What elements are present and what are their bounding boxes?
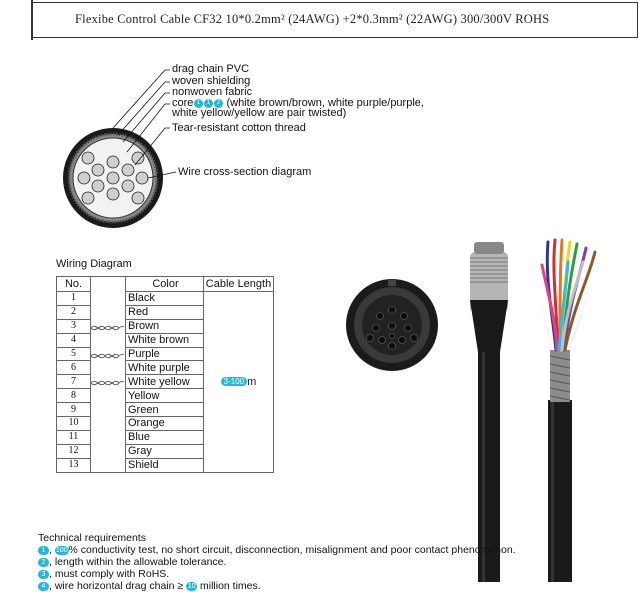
badge: 4 xyxy=(38,582,49,591)
cable-cross-section xyxy=(63,70,176,228)
tech-item-text: % conductivity test, no short circuit, disconnection, misalignment and poor contact phenomenon. xyxy=(68,544,516,556)
row-number: 12 xyxy=(57,444,91,458)
tech-item-1: 1 , 100% conductivity test, no short circuit, disconnection, misalignment and poor contact phenomenon. xyxy=(38,544,516,556)
row-number: 8 xyxy=(57,389,91,403)
row-color: Shield xyxy=(126,458,204,472)
open-cable xyxy=(540,240,595,582)
callout-thread: Tear-resistant cotton thread xyxy=(172,122,306,134)
tech-item-2 xyxy=(38,556,516,568)
connector-cable xyxy=(470,242,508,582)
badge: 2 xyxy=(38,558,49,567)
header-length: Cable Length xyxy=(204,277,274,292)
tech-item-text: , must comply with RoHS. xyxy=(49,568,170,580)
callout-shielding: woven shielding xyxy=(172,75,251,87)
length-badge: 3-100 xyxy=(221,377,247,386)
core-conductors xyxy=(78,152,148,204)
core-badge-3: 2 xyxy=(214,99,223,108)
table-row xyxy=(57,292,274,306)
row-color: Purple xyxy=(126,347,204,361)
row-color: Yellow xyxy=(126,389,204,403)
tech-item-text: , wire horizontal drag chain ≥ xyxy=(49,580,187,592)
row-color: Brown xyxy=(126,319,204,333)
row-color: Black xyxy=(126,292,204,306)
tech-item-text2: million times. xyxy=(197,580,261,592)
row-color: Blue xyxy=(126,430,204,444)
row-number: 5 xyxy=(57,347,91,361)
row-number: 9 xyxy=(57,403,91,417)
callout-fabric: nonwoven fabric xyxy=(172,86,253,98)
row-number: 1 xyxy=(57,292,91,306)
row-number: 2 xyxy=(57,305,91,319)
page-title: Flexibe Control Cable CF32 10*0.2mm² (24AWG) +2*0.3mm² (22AWG) 300/300V ROHS xyxy=(75,12,550,26)
row-number: 6 xyxy=(57,361,91,375)
row-number: 13 xyxy=(57,458,91,472)
wiring-header-row xyxy=(57,277,274,292)
row-number: 3 xyxy=(57,319,91,333)
callout-pvc: drag chain PVC xyxy=(172,63,250,75)
header-no: No. xyxy=(57,277,91,292)
core-suffix: (white brown/brown, white purple/purple, xyxy=(223,97,424,109)
row-color: Gray xyxy=(126,444,204,458)
row-color: Red xyxy=(126,305,204,319)
cable-length-cell xyxy=(204,292,274,473)
row-number: 10 xyxy=(57,417,91,431)
tech-item-4 xyxy=(38,580,516,592)
tech-title: Technical requirements xyxy=(38,532,146,544)
tech-item-text: , length within the allowable tolerance. xyxy=(49,556,227,568)
row-number: 7 xyxy=(57,375,91,389)
row-color: Orange xyxy=(126,417,204,431)
wiring-table xyxy=(56,276,274,473)
tech-item-3 xyxy=(38,568,516,580)
length-unit: m xyxy=(247,375,257,388)
technical-requirements xyxy=(38,532,516,592)
callout-core-line2: white yellow/yellow are pair twisted) xyxy=(172,107,347,119)
core-prefix: core xyxy=(172,97,194,109)
connector-face xyxy=(346,279,438,371)
row-color: White brown xyxy=(126,333,204,347)
header-twist xyxy=(91,277,126,292)
twist-column xyxy=(91,292,126,473)
core-badge-2: 1 xyxy=(204,99,213,108)
row-number: 11 xyxy=(57,430,91,444)
badge: 3 xyxy=(38,570,49,579)
wiring-diagram-title: Wiring Diagram xyxy=(56,258,132,270)
badge: 100 xyxy=(55,546,68,554)
header-color: Color xyxy=(126,277,204,292)
row-color: Green xyxy=(126,403,204,417)
core-badge-1: 1 xyxy=(194,99,203,108)
badge: 10 xyxy=(187,582,196,590)
badge: 1 xyxy=(38,546,49,555)
row-number: 4 xyxy=(57,333,91,347)
row-color: White yellow xyxy=(126,375,204,389)
row-color: White purple xyxy=(126,361,204,375)
cross-section-caption: Wire cross-section diagram xyxy=(178,166,312,178)
